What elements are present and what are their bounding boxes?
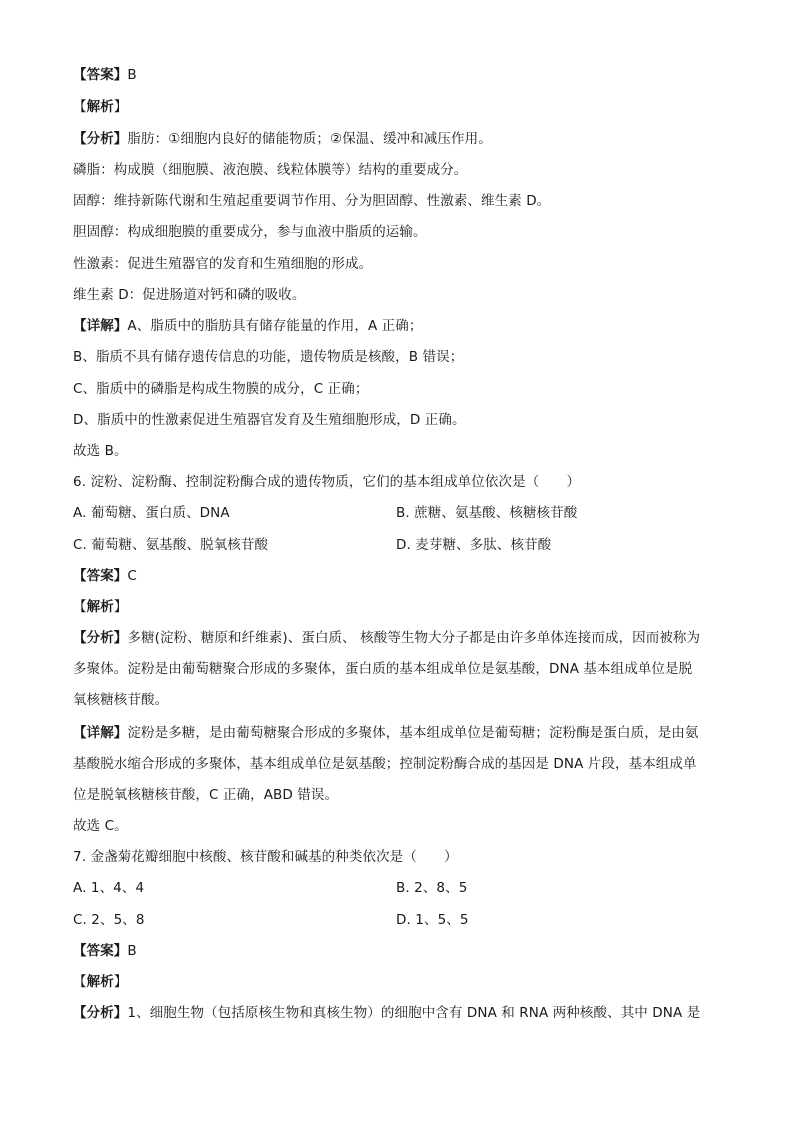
text-line: 基酸脱水缩合形成的多聚体，基本组成单位是氨基酸；控制淀粉酶合成的基因是 DNA 片段，基本组成单 (73, 756, 697, 772)
option-b: B. 蔗糖、氨基酸、核糖核苷酸 (396, 505, 578, 521)
analysis-heading: 【解析】 (73, 599, 128, 615)
analysis-heading: 【解析】 (73, 99, 128, 115)
answer-value: B (127, 67, 137, 83)
text-line: D、脂质中的性激素促进生殖器官发育及生殖细胞形成，D 正确。 (73, 412, 466, 428)
detail-label: 【详解】 (73, 318, 128, 334)
text-line: 胆固醇：构成细胞膜的重要成分，参与血液中脂质的运输。 (73, 224, 427, 240)
answer-label: 【答案】 (73, 67, 128, 83)
analysis-sub-label: 【分析】 (73, 131, 128, 147)
conclusion-line: 故选 B。 (73, 443, 128, 459)
detail-line (73, 317, 723, 335)
question-6: 6. 淀粉、淀粉酶、控制淀粉酶合成的遗传物质，它们的基本组成单位依次是（ ） (73, 474, 581, 490)
detail-text: 淀粉是多糖，是由葡萄糖聚合形成的多聚体，基本组成单位是葡萄糖；淀粉酶是蛋白质，是由氨 (127, 725, 699, 741)
text-line: B、脂质不具有储存遗传信息的功能，遗传物质是核酸，B 错误； (73, 349, 464, 365)
option-d: D. 麦芽糖、多肽、核苷酸 (396, 537, 552, 553)
text-line: 性激素：促进生殖器官的发育和生殖细胞的形成。 (73, 256, 373, 272)
text-line: C、脂质中的磷脂是构成生物膜的成分，C 正确； (73, 381, 369, 397)
analysis-text: 1、细胞生物（包括原核生物和真核生物）的细胞中含有 DNA 和 RNA 两种核酸、其中 DNA 是 (127, 1005, 701, 1021)
text-line: 多聚体。淀粉是由葡萄糖聚合形成的多聚体，蛋白质的基本组成单位是氨基酸，DNA 基本组成单位是脱 (73, 661, 693, 677)
question-7: 7. 金盏菊花瓣细胞中核酸、核苷酸和碱基的种类依次是（ ） (73, 849, 458, 865)
analysis-sub-label: 【分析】 (73, 630, 128, 646)
answer-line (73, 567, 723, 585)
text-line: 固醇：维持新陈代谢和生殖起重要调节作用、分为胆固醇、性激素、维生素 D。 (73, 193, 551, 209)
analysis-text: 脂肪：①细胞内良好的储能物质；②保温、缓冲和减压作用。 (127, 131, 492, 147)
analysis-label: 解析 (86, 599, 114, 615)
detail-line (73, 724, 723, 742)
analysis-label: 解析 (86, 974, 114, 990)
answer-label: 【答案】 (73, 568, 128, 584)
option-row (73, 536, 723, 554)
analysis-sub-label: 【分析】 (73, 1005, 128, 1021)
analysis-line (73, 130, 723, 148)
analysis-heading: 【解析】 (73, 974, 128, 990)
option-b: B. 2、8、5 (396, 880, 468, 896)
answer-value: C (127, 568, 137, 584)
option-c: C. 2、5、8 (73, 912, 145, 928)
analysis-line (73, 1004, 723, 1022)
answer-label: 【答案】 (73, 943, 128, 959)
option-a: A. 1、4、4 (73, 880, 145, 896)
text-line: 维生素 D：促进肠道对钙和磷的吸收。 (73, 287, 306, 303)
analysis-line (73, 629, 723, 647)
option-row (73, 879, 723, 897)
option-row (73, 504, 723, 522)
option-c: C. 葡萄糖、氨基酸、脱氧核苷酸 (73, 537, 269, 553)
detail-label: 【详解】 (73, 725, 128, 741)
option-row (73, 911, 723, 929)
option-a: A. 葡萄糖、蛋白质、DNA (73, 505, 230, 521)
answer-line (73, 66, 723, 84)
text-line: 氧核糖核苷酸。 (73, 692, 169, 708)
option-d: D. 1、5、5 (396, 912, 469, 928)
conclusion-line: 故选 C。 (73, 818, 128, 834)
detail-text: A、脂质中的脂肪具有储存能量的作用，A 正确； (127, 318, 423, 334)
analysis-text: 多糖(淀粉、糖原和纤维素)、蛋白质、 核酸等生物大分子都是由许多单体连接而成，因而被称为 (127, 630, 701, 646)
text-line: 磷脂：构成膜（细胞膜、液泡膜、线粒体膜等）结构的重要成分。 (73, 162, 468, 178)
answer-line (73, 942, 723, 960)
text-line: 位是脱氧核糖核苷酸，C 正确，ABD 错误。 (73, 787, 339, 803)
answer-value: B (127, 943, 137, 959)
analysis-label: 解析 (86, 99, 114, 115)
